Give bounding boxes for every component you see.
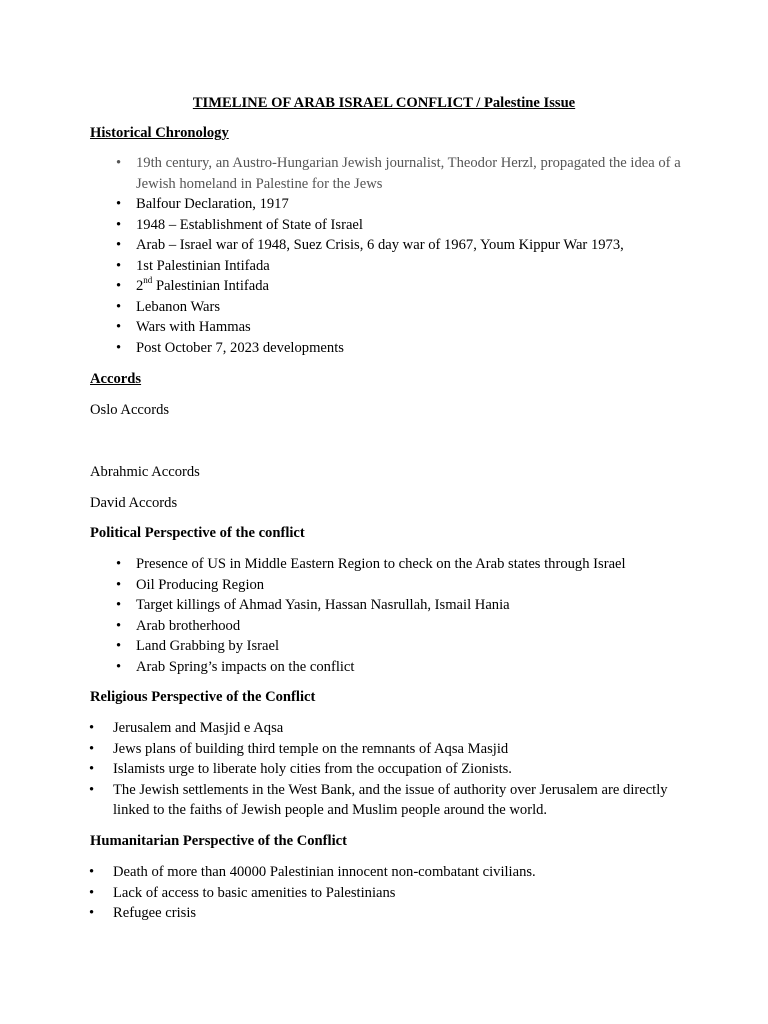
list-item: • 1948 – Establishment of State of Israel [136, 215, 696, 236]
religious-perspective-heading: Religious Perspective of the Conflict [90, 689, 316, 705]
religious-perspective-list [89, 718, 673, 821]
accord-item: David Accords [90, 495, 178, 511]
humanitarian-perspective-list [89, 862, 673, 924]
list-item: • Wars with Hammas [136, 317, 696, 338]
bullet-icon: • [116, 196, 122, 212]
bullet-icon: • [116, 617, 122, 634]
list-item: • Lack of access to basic amenities to Palestinians [113, 883, 673, 904]
bullet-icon: • [89, 761, 95, 777]
bullet-icon: • [116, 237, 122, 253]
historical-chronology-heading: Historical Chronology [90, 125, 229, 141]
bullet-icon: • [116, 556, 122, 572]
accord-item: Oslo Accords [90, 402, 170, 418]
bullet-icon: • [89, 884, 95, 901]
list-item: • Land Grabbing by Israel [136, 636, 696, 657]
list-item: • Post October 7, 2023 developments [136, 338, 696, 359]
list-item: • Target killings of Ahmad Yasin, Hassan Nasrullah, Ismail Hania [136, 595, 696, 616]
list-item: • Lebanon Wars [136, 297, 696, 318]
list-item: • Arab brotherhood [136, 616, 696, 637]
bullet-icon: • [116, 155, 122, 171]
list-item: • Islamists urge to liberate holy cities from the occupation of Zionists. [113, 759, 673, 780]
humanitarian-perspective-heading: Humanitarian Perspective of the Conflict [90, 833, 347, 849]
bullet-icon: • [116, 638, 122, 654]
bullet-icon: • [116, 216, 122, 233]
list-item: • Jews plans of building third temple on the remnants of Aqsa Masjid [113, 739, 673, 760]
accord-item: Abrahmic Accords [90, 464, 200, 480]
list-item: • Death of more than 40000 Palestinian innocent non-combatant civilians. [113, 862, 673, 883]
bullet-icon: • [116, 257, 122, 274]
bullet-icon: • [89, 740, 95, 757]
bullet-icon: • [89, 781, 95, 798]
bullet-icon: • [116, 339, 122, 356]
list-item: • The Jewish settlements in the West Bank, and the issue of authority over Jerusalem are directly linked to the faiths of Jewish people and Muslim people around the world. [89, 781, 668, 818]
list-item: • Arab Spring’s impacts on the conflict [136, 657, 696, 678]
bullet-icon: • [116, 278, 122, 294]
bullet-icon: • [89, 864, 95, 880]
bullet-icon: • [116, 319, 122, 335]
list-item: • Balfour Declaration, 1917 [136, 194, 696, 215]
historical-chronology-list [116, 153, 696, 358]
list-item: • Oil Producing Region [136, 575, 696, 596]
bullet-icon: • [116, 298, 122, 315]
political-perspective-heading: Political Perspective of the conflict [90, 525, 305, 541]
list-item: • Jerusalem and Masjid e Aqsa [113, 718, 673, 739]
political-perspective-list [116, 554, 696, 677]
list-item: • 19th century, an Austro-Hungarian Jewish journalist, Theodor Herzl, propagated the idea of a Jewish homeland in Palestine for the Jews [116, 155, 681, 192]
bullet-icon: • [116, 576, 122, 593]
bullet-icon: • [89, 905, 95, 921]
list-item: • 2nd Palestinian Intifada [136, 276, 696, 297]
list-item: • Arab – Israel war of 1948, Suez Crisis, 6 day war of 1967, Youm Kippur War 1973, [136, 235, 696, 256]
accords-heading: Accords [90, 371, 142, 387]
document-title: TIMELINE OF ARAB ISRAEL CONFLICT / Palestine Issue [192, 95, 576, 111]
bullet-icon: • [116, 597, 122, 613]
bullet-icon: • [116, 658, 122, 675]
bullet-icon: • [89, 720, 95, 736]
list-item: • Refugee crisis [113, 903, 673, 924]
list-item: • 1st Palestinian Intifada [136, 256, 696, 277]
list-item: • Presence of US in Middle Eastern Region to check on the Arab states through Israel [136, 554, 696, 575]
